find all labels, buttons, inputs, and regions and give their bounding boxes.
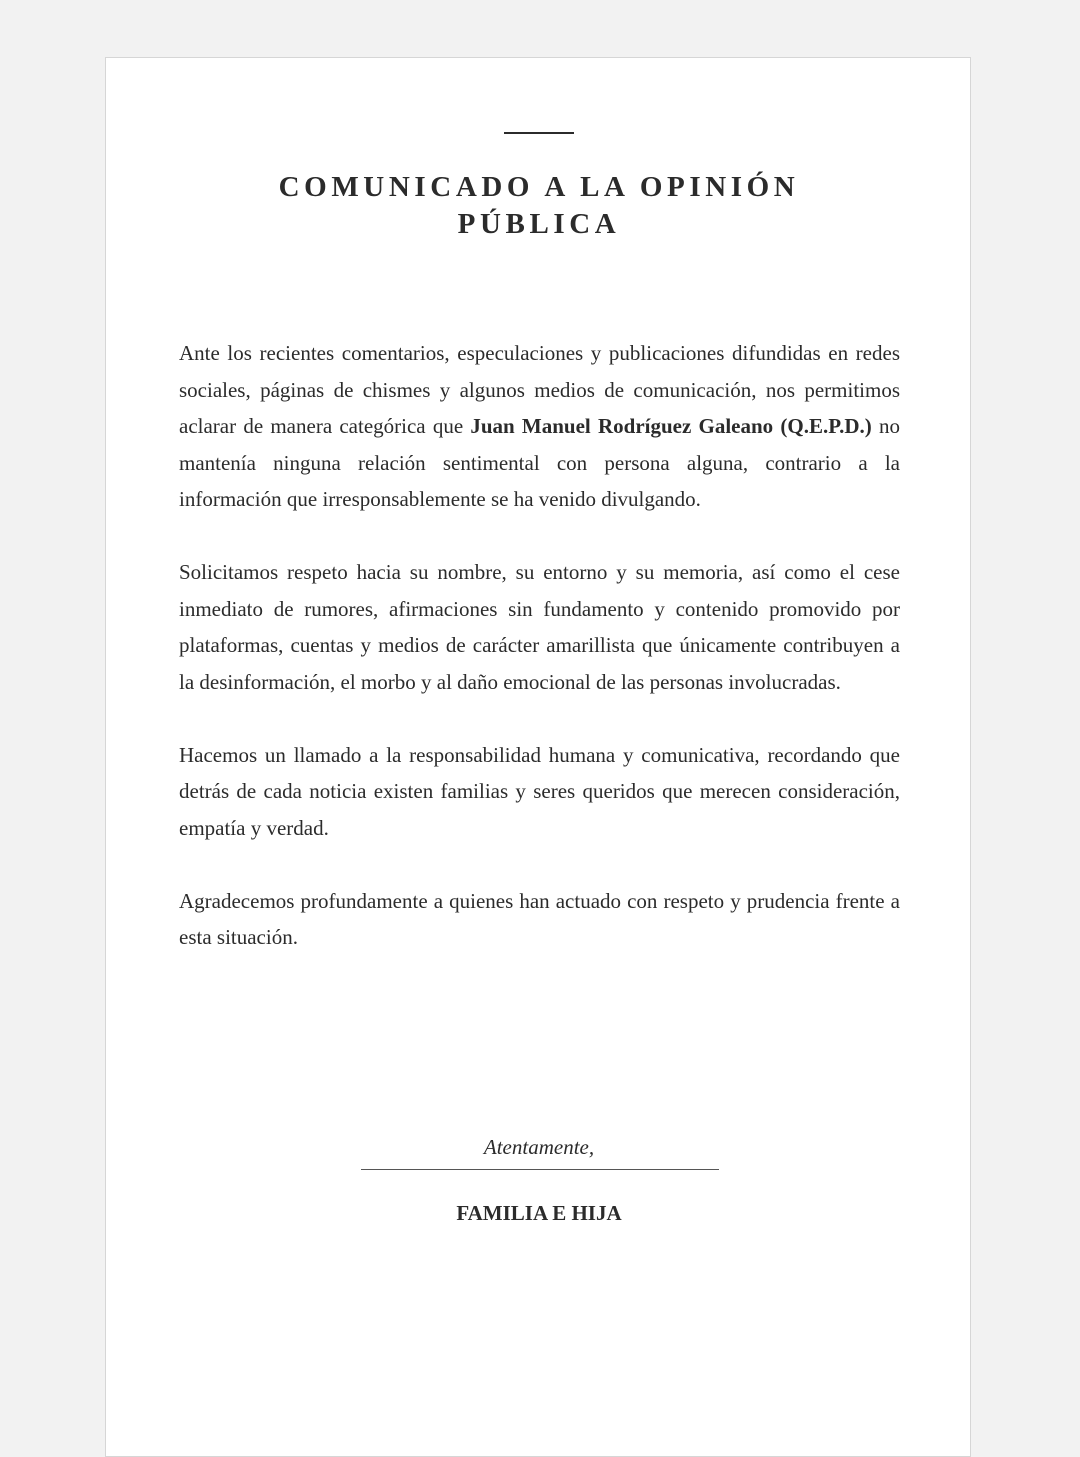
- paragraph-respect-request: Solicitamos respeto hacia su nombre, su entorno y su memoria, así como el cese inmediato de rumores, afirmaciones sin fundamento y contenido promovido por plataformas, cuentas y medios de carácter amarillista que únicamente contribuyen a la desinformación, el morbo y al daño emocional de las personas involucradas.: [179, 560, 900, 694]
- document-body: [179, 335, 900, 956]
- paragraph-responsibility-call: Hacemos un llamado a la responsabilidad humana y comunicativa, recordando que detrás de cada noticia existen familias y seres queridos que merecen consideración, empatía y verdad.: [179, 742, 900, 840]
- closing-salutation: Atentamente,: [483, 1135, 595, 1159]
- signature-name: FAMILIA E HIJA: [456, 1201, 622, 1225]
- paragraph-clarification: [179, 335, 900, 518]
- document-page: [105, 57, 971, 1457]
- deceased-name: Juan Manuel Rodríguez Galeano (Q.E.P.D.): [470, 414, 872, 438]
- title-line-1: COMUNICADO A LA OPINIÓN: [278, 171, 800, 203]
- document-title: [106, 168, 972, 243]
- title-line-2: PÚBLICA: [457, 208, 621, 240]
- signature-line: [361, 1169, 719, 1170]
- paragraph-1-text-before: Ante los recientes comentarios, especulaciones y publicaciones difundidas en redes sociales, páginas de chismes y algunos medios de comunicación, nos permitimos aclarar de manera categórica que: [179, 341, 900, 438]
- paragraph-thanks: Agradecemos profundamente a quienes han actuado con respeto y prudencia frente a esta situación.: [179, 888, 900, 949]
- paragraph-1-text-after: no mantenía ninguna relación sentimental con persona alguna, contrario a la información que irresponsablemente se ha venido divulgando.: [179, 414, 900, 511]
- decorative-rule: [504, 132, 574, 134]
